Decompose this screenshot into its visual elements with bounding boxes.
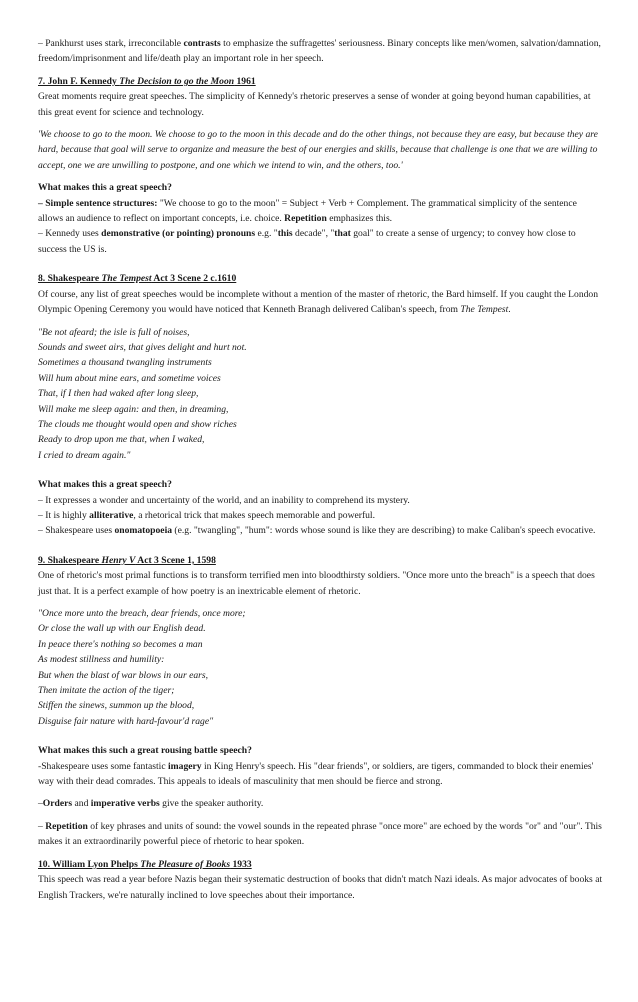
bold-term: this xyxy=(277,228,293,240)
section-7-quote: 'We choose to go to the moon. We choose to go to the moon in this decade and do the other things, not because they are easy, but because they are hard, because that goal will serve to organize and measure the best of our energies and skills, because that challenge is one that we are willing to accept, one we are unwilling to postpone, and one which we intend to win, and the others, too.' xyxy=(38,129,598,171)
poem-line: Ready to drop upon me that, when I waked, xyxy=(38,434,205,446)
point-text: – Shakespeare uses xyxy=(38,525,115,537)
section-8-title: The Tempest xyxy=(101,273,152,285)
section-8-point-2 xyxy=(38,508,604,523)
point-text: – Kennedy uses xyxy=(38,228,102,240)
intro-paragraph xyxy=(38,36,604,67)
point-text: of key phrases and units of sound: the vowel sounds in the repeated phrase "once more" are echoed by the words "or" and "our". This makes it an extraordinarily powerful piece of rhetoric to hear spoken. xyxy=(38,820,602,848)
section-9-question: What makes this such a great rousing battle speech? xyxy=(38,745,252,757)
body-text: Of course, any list of great speeches would be incomplete without a mention of the master of rhetoric, the Bard himself. If you caught the London Olympic Opening Ceremony you would have noticed that Kenneth Branagh delivered Caliban's speech, from xyxy=(38,288,599,316)
bold-term: imperative verbs xyxy=(90,798,160,810)
document-page xyxy=(38,36,604,903)
point-text: goal" to create a sense of urgency; to convey how close to success the US is. xyxy=(38,228,576,255)
intro-text-end: to emphasize the suffragettes' seriousness. Binary concepts like men/women, salvation/damnation, freedom/imprisonment and life/death play an important role in her speech. xyxy=(38,38,601,65)
point-text: give the speaker authority. xyxy=(159,798,264,810)
section-7-point-1 xyxy=(38,196,604,227)
point-text: "We choose to go to the moon" = Subject + Verb + Complement. The grammatical simplicity of the sentence allows an audience to reflect on important concepts, i.e. choice. xyxy=(38,197,577,225)
bold-term: imagery xyxy=(168,760,202,772)
poem-line: "Once more unto the breach, dear friends, once more; xyxy=(38,608,246,619)
point-text: emphasizes this. xyxy=(326,213,393,225)
poem-line: That, if I then had waked after long sleep, xyxy=(38,388,199,400)
section-8-point-1: – It expresses a wonder and uncertainty of the world, and an inability to comprehend its mystery. xyxy=(38,494,410,506)
poem-line: "Be not afeard; the isle is full of noises, xyxy=(38,326,190,338)
section-8-number: 8. Shakespeare xyxy=(38,273,102,285)
poem-line: I cried to dream again." xyxy=(38,449,131,461)
bold-term: Orders xyxy=(42,798,73,810)
section-9-heading xyxy=(38,553,604,568)
section-8-question: What makes this a great speech? xyxy=(38,479,172,491)
intro-bold: contrasts xyxy=(183,38,221,49)
poem-line: Will hum about mine ears, and sometime voices xyxy=(38,372,221,384)
section-7-year: 1961 xyxy=(234,75,256,87)
section-8-poem xyxy=(38,325,604,464)
section-7-title: The Decision to go the Moon xyxy=(119,75,235,87)
section-7-number: 7. John F. Kennedy xyxy=(38,75,120,87)
bold-term: demonstrative (or pointing) pronouns xyxy=(101,228,256,240)
point-text: and xyxy=(72,798,91,810)
section-7-point-2 xyxy=(38,226,604,257)
poem-line: Sometimes a thousand twangling instruments xyxy=(38,357,212,369)
section-9-poem xyxy=(38,606,604,729)
section-10-heading xyxy=(38,857,604,872)
section-9-body: One of rhetoric's most primal functions is to transform terrified men into bloodthirsty soldiers. "Once more unto the breach" is a speech that does just that. It is a perfect example of how poetry is an inextricable element of rhetoric. xyxy=(38,570,595,597)
section-10-number: 10. William Lyon Phelps xyxy=(38,858,141,870)
section-8-body xyxy=(38,287,604,318)
intro-text: – Pankhurst uses stark, irreconcilable xyxy=(38,38,184,49)
section-10-year: 1933 xyxy=(230,858,252,870)
point-text: -Shakespeare uses some fantastic xyxy=(38,760,169,772)
bold-term: Repetition xyxy=(45,820,88,832)
bold-term: that xyxy=(334,228,351,240)
section-9-point-3 xyxy=(38,819,604,850)
section-8-details: Act 3 Scene 2 c.1610 xyxy=(151,273,237,285)
point-text: – xyxy=(38,798,43,810)
point-text: – It is highly xyxy=(38,509,90,521)
bold-term: Repetition xyxy=(284,213,327,225)
section-8-heading xyxy=(38,271,604,286)
poem-line: As modest stillness and humility: xyxy=(38,654,165,666)
section-10-body: This speech was read a year before Nazis began their systematic destruction of books that didn't match Nazi ideals. As major advocates of books at English Trackers, we're naturally inclined to love speeches about their importance. xyxy=(38,874,603,901)
section-9-number: 9. Shakespeare xyxy=(38,554,102,566)
poem-line: But when the blast of war blows in our ears, xyxy=(38,669,209,681)
point-text: – xyxy=(38,820,46,832)
point-text: (e.g. "twangling", "hum": words whose sound is like they are describing) to make Caliban's speech evocative. xyxy=(172,525,596,537)
point-text: e.g. " xyxy=(255,228,278,240)
section-9-title: Henry V xyxy=(101,554,136,566)
section-10-title: The Pleasure of Books xyxy=(140,858,231,870)
poem-line: Then imitate the action of the tiger; xyxy=(38,685,175,697)
section-7-question: What makes this a great speech? xyxy=(38,182,172,194)
bold-term: – Simple sentence structures: xyxy=(38,197,158,209)
section-9-details: Act 3 Scene 1, 1598 xyxy=(135,554,216,566)
section-8-point-3 xyxy=(38,523,604,538)
section-9-point-2 xyxy=(38,796,604,811)
poem-line: Or close the wall up with our English dead. xyxy=(38,623,206,635)
section-9-point-1 xyxy=(38,759,604,790)
body-text: . xyxy=(508,304,511,316)
poem-line: The clouds me thought would open and show riches xyxy=(38,418,237,430)
point-text: in King Henry's speech. His "dear friends", or soldiers, are tigers, commanded to block their enemies' way with their dead comrades. This appeals to ideals of masculinity that men should be fierce and strong. xyxy=(38,760,594,788)
poem-line: Sounds and sweet airs, that gives delight and hurt not. xyxy=(38,341,247,353)
poem-line: Disguise fair nature with hard-favour'd rage" xyxy=(38,715,214,727)
poem-line: Will make me sleep again: and then, in dreaming, xyxy=(38,403,229,415)
point-text: , a rhetorical trick that makes speech memorable and powerful. xyxy=(133,509,376,521)
section-7-heading xyxy=(38,74,604,89)
poem-line: In peace there's nothing so becomes a man xyxy=(38,638,203,650)
point-text: decade", " xyxy=(292,228,335,240)
bold-term: alliterative xyxy=(89,509,134,521)
bold-term: onomatopoeia xyxy=(114,525,173,537)
poem-line: Stiffen the sinews, summon up the blood, xyxy=(38,700,195,712)
play-title: The Tempest xyxy=(460,304,509,316)
section-7-body: Great moments require great speeches. The simplicity of Kennedy's rhetoric preserves a sense of wonder at going beyond human capabilities, at this great event for science and technology. xyxy=(38,91,591,118)
